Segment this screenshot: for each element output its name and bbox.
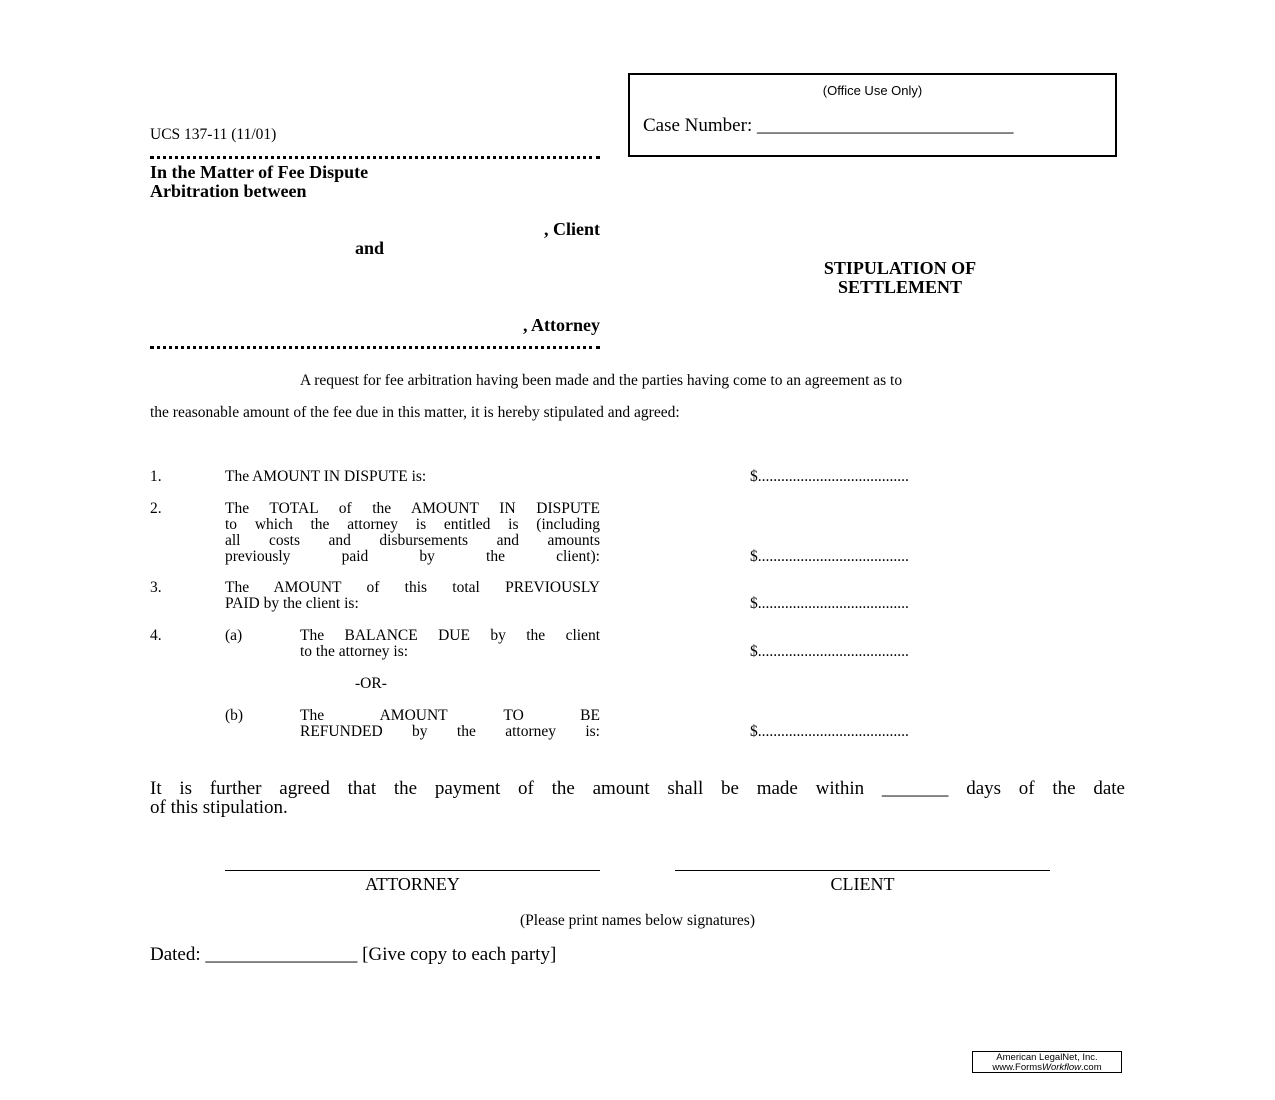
item-4b-label: (b)	[225, 707, 244, 724]
footer-line2	[973, 1063, 1121, 1073]
client-signature-label: CLIENT	[830, 874, 895, 894]
dated-line[interactable]: Dated: ________________ [Give copy to each party]	[150, 944, 557, 965]
item-4a-amount[interactable]: $.......................................	[750, 643, 909, 660]
footer-line1: American LegalNet, Inc.	[996, 1052, 1098, 1063]
item-2-line1: The TOTAL of the AMOUNT IN DISPUTE	[225, 500, 600, 517]
item-2-number: 2.	[150, 500, 162, 517]
item-3-amount[interactable]: $.......................................	[750, 595, 909, 612]
office-use-title: (Office Use Only)	[822, 83, 923, 98]
item-4b-amount[interactable]: $.......................................	[750, 723, 909, 740]
footer-stamp	[972, 1051, 1122, 1073]
intro-line1: A request for fee arbitration having been made and the parties having come to an agreement as to	[300, 372, 903, 389]
footer-url-italic: Workflow	[1041, 1062, 1082, 1073]
item-4a-line1: The BALANCE DUE by the client	[300, 627, 600, 644]
item-4a-line2: to the attorney is:	[300, 643, 409, 660]
item-1-text: The AMOUNT IN DISPUTE is:	[225, 468, 427, 485]
client-signature-line[interactable]	[675, 870, 1050, 871]
or-separator: -OR-	[355, 675, 387, 692]
item-3-number: 3.	[150, 579, 162, 596]
item-4-number: 4.	[150, 627, 162, 644]
doc-title-line2: SETTLEMENT	[837, 277, 963, 297]
print-names-note: (Please print names below signatures)	[519, 912, 756, 929]
item-3-line1: The AMOUNT of this total PREVIOUSLY	[225, 579, 600, 596]
case-number-field[interactable]: Case Number: ___________________________	[643, 115, 1014, 136]
item-3-line2: PAID by the client is:	[225, 595, 359, 612]
footer-url-suffix: .com	[1081, 1062, 1102, 1073]
office-use-box	[628, 73, 1117, 157]
caption-bottom-divider	[150, 346, 600, 349]
item-1-amount[interactable]: $.......................................	[750, 468, 909, 485]
item-1-number: 1.	[150, 468, 162, 485]
attorney-signature-label: ATTORNEY	[365, 874, 460, 894]
form-id: UCS 137-11 (11/01)	[150, 126, 277, 143]
item-4b-line2: REFUNDED by the attorney is:	[300, 723, 600, 740]
caption-matter-line1: In the Matter of Fee Dispute	[150, 162, 369, 182]
further-line1: It is further agreed that the payment of the amount shall be made within _______ days of the date	[150, 778, 1125, 799]
item-2-line4: previously paid by the client):	[225, 548, 600, 565]
doc-title-line1: STIPULATION OF	[823, 258, 977, 278]
item-4a-label: (a)	[225, 627, 243, 644]
attorney-signature-line[interactable]	[225, 870, 600, 871]
caption-attorney: , Attorney	[523, 315, 600, 335]
caption-top-divider	[150, 156, 600, 159]
intro-line2: the reasonable amount of the fee due in this matter, it is hereby stipulated and agreed:	[150, 404, 680, 421]
item-2-line3: all costs and disbursements and amounts	[225, 532, 600, 549]
item-2-line2: to which the attorney is entitled is (including	[225, 516, 600, 533]
caption-matter-line2: Arbitration between	[150, 181, 307, 201]
further-line2: of this stipulation.	[150, 797, 288, 818]
item-2-amount[interactable]: $.......................................	[750, 548, 909, 565]
item-4b-line1: The AMOUNT TO BE	[300, 707, 600, 724]
caption-client: , Client	[544, 219, 600, 239]
footer-url-prefix: www.Forms	[992, 1062, 1042, 1073]
caption-and: and	[355, 238, 385, 258]
